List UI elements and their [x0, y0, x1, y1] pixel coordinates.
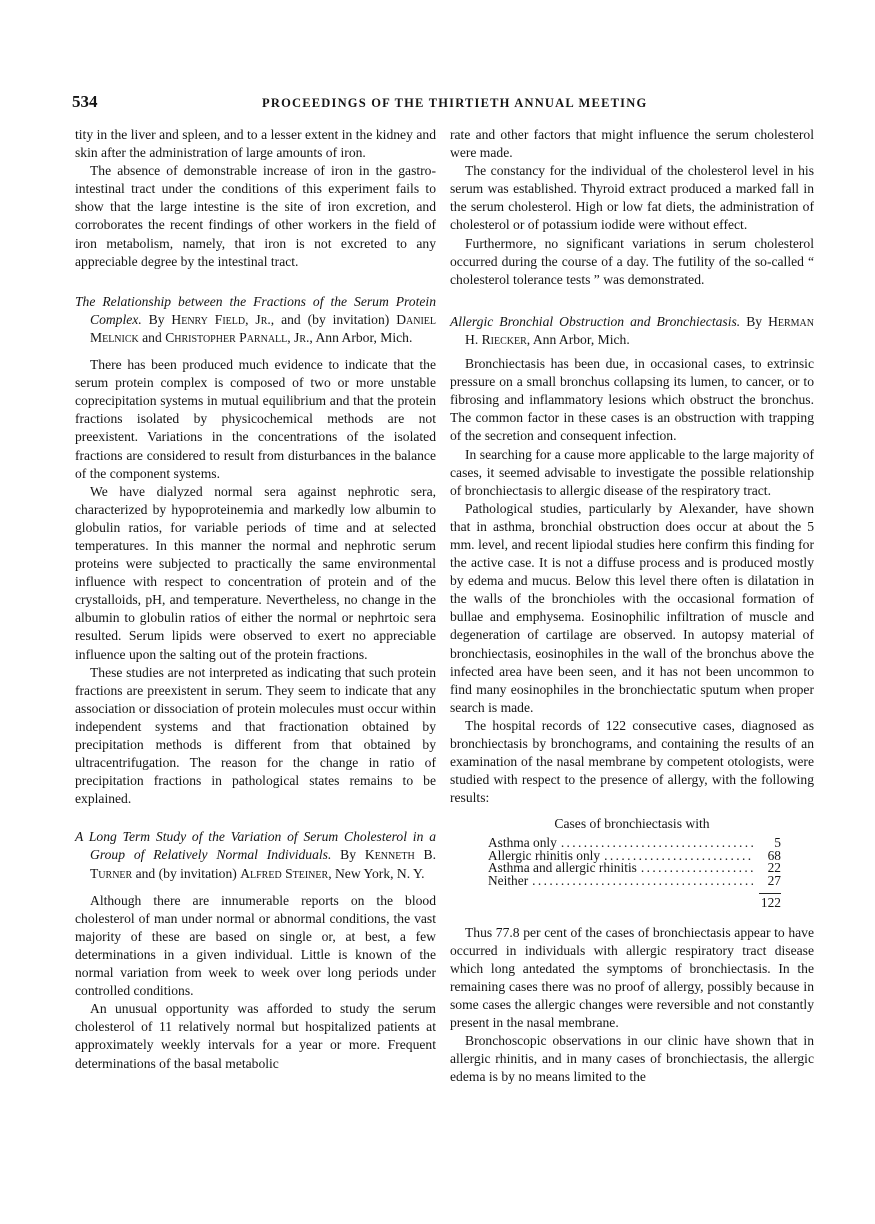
paragraph: tity in the liver and spleen, and to a lesser extent in the kidney and skin after the administration of large amounts of iron. [75, 127, 436, 161]
total-rule [759, 893, 781, 894]
right-column [450, 126, 814, 1086]
left-column [75, 126, 436, 1073]
paragraph: The absence of demonstrable increase of iron in the gastro-intestinal tract under the conditions of this experiment fails to show that the large intestine is the site of iron excretion, and corroborates the recent findings of other workers in the field of iron metabolism, namely, that iron is not excreted to any appreciable degree by the intestinal tract. [75, 163, 436, 269]
paragraph: Bronchoscopic observations in our clinic have shown that in allergic rhinitis, and in many cases of bronchiectasis, the allergic edema is by no means limited to the [450, 1033, 814, 1085]
abstract-heading: A Long Term Study of the Variation of Serum Cholesterol in a Group of Relatively Normal Individuals. By Kenneth B. Turner and (by invitation) Alfred Steiner, New York, N. Y. [75, 829, 436, 881]
author-name: Kenneth B. Turner [90, 847, 436, 881]
row-value: 22 [767, 860, 781, 876]
row-label: Asthma and allergic rhinitis [488, 860, 637, 876]
row-value: 5 [774, 835, 781, 851]
row-label: Neither [488, 872, 529, 888]
paragraph: The hospital records of 122 consecutive cases, diagnosed as bronchiectasis by bronchograms, and containing the results of an examination of the nasal membrane by competent otologists, were studied with respect to the presence of allergy, with the following results: [450, 717, 814, 806]
author-name: Henry Field, Jr. [171, 311, 271, 327]
abstract-title: The Relationship between the Fractions of the Serum Protein Complex. [75, 293, 436, 327]
table-total: 122 [760, 895, 781, 911]
author-name: Herman H. Riecker [465, 313, 814, 347]
table-row [488, 872, 781, 888]
abstract-heading: The Relationship between the Fractions of the Serum Protein Complex. By Henry Field, Jr., and (by invitation) Daniel Melnick and Christopher Parnall, Jr., Ann Arbor, Mich. [75, 293, 436, 345]
paragraph: Thus 77.8 per cent of the cases of bronchiectasis appear to have occurred in individuals with allergic respiratory tract disease which long antedated the symptoms of bronchiectasis. In the remaining cases there was no proof of allergy, possibly because in some cases the allergic changes were reversible and not constantly present in the nasal membrane. [450, 924, 814, 1030]
abstract-title: A Long Term Study of the Variation of Serum Cholesterol in a Group of Relatively Normal Individuals. [75, 829, 436, 863]
paragraph: These studies are not interpreted as indicating that such protein fractions are preexistent in serum. They seem to indicate that any association or dissociation of protein molecules must occur within independent systems and that fractionation obtained by precipitation methods is different from that obtained by ultracentrifugation. The reason for the change in ratio of precipitation fractions in pathological states remains to be explained. [75, 664, 436, 807]
paragraph: Although there are innumerable reports on the blood cholesterol of man under normal or abnormal conditions, the vast majority of these are based on single or, at best, a few determinations in a given individual. Little is known of the normal variation from week to week over long periods under controlled conditions. [75, 892, 436, 999]
abstract-heading: Allergic Bronchial Obstruction and Bronchiectasis. By Herman H. Riecker, Ann Arbor, Mich. [450, 313, 814, 347]
paragraph: There has been produced much evidence to indicate that the serum protein complex is composed of two or more unstable coprecipitation systems in mutual equilibrium and that the protein fractions isolated by physicochemical methods are not preexistent. Variations in the concentrations of the isolated fractions are considered to result from disturbances in the balance of the component systems. [75, 357, 436, 481]
page-number: 534 [72, 92, 98, 111]
author-name: Alfred Steiner [240, 865, 329, 881]
paragraph: rate and other factors that might influence the serum cholesterol were made. [450, 127, 814, 161]
paragraph: Bronchiectasis has been due, in occasional cases, to extrinsic pressure on a small bronchus collapsing its lumen, to cancer, or to fibrosing and inflammatory lesions which obstruct the bronchus. The common factor in these cases is an obstruction with trapping of the secretion and consequent infection. [450, 356, 814, 444]
abstract-title: Allergic Bronchial Obstruction and Bronchiectasis. [450, 313, 741, 329]
paragraph: In searching for a cause more applicable to the large majority of cases, it seemed advisable to investigate the possible relationship of bronchiectasis to allergic disease of the respiratory tract. [450, 446, 814, 498]
leader-dots [641, 862, 753, 874]
row-label: Asthma only [488, 835, 557, 851]
paragraph: Pathological studies, particularly by Alexander, have shown that in asthma, bronchial obstruction does occur at about the 5 mm. level, and recent lipiodal studies here confirm this finding for the active case. It is not a diffuse process and is produced mostly by edema and mucus. Below this level there often is dilatation in the walls of the bronchioles with the occasional formation of bullae and emphysema. Eosinophilic infiltration of muscle and degeneration of cartilage are observed. In autopsy material of bronchiectasis, eosinophiles in the wall of the bronchus above the infected area have been seen, and it has not been uncommon to find many eosinophiles in the bronchiectatic sputum when proper search is made. [450, 500, 814, 715]
paragraph: An unusual opportunity was afforded to study the serum cholesterol of 11 relatively normal but hospitalized patients at approximately weekly intervals for a year or more. Frequent determinations of the basal metabolic [75, 1001, 436, 1071]
leader-dots [532, 875, 753, 887]
paragraph: The constancy for the individual of the cholesterol level in his serum was established. Thyroid extract produced a marked fall in the serum cholesterol. High or low fat diets, the administration of cholesterol or of potassium iodide were without effect. [450, 163, 814, 233]
author-name: Christopher Parnall, Jr. [165, 329, 310, 345]
results-table [488, 837, 781, 909]
row-value: 68 [767, 847, 781, 863]
table-row [488, 862, 781, 874]
row-label: Allergic rhinitis only [488, 847, 601, 863]
row-value: 27 [767, 872, 781, 888]
running-head: PROCEEDINGS OF THE THIRTIETH ANNUAL MEETING [262, 96, 648, 110]
table-caption: Cases of bronchiectasis with [554, 816, 710, 832]
paragraph: We have dialyzed normal sera against nephrotic sera, characterized by hypoproteinemia and markedly low albumin to globulin ratios, for variable periods of time and at selected temperatures. In this manner the normal and nephrotic serum proteins were subjected to practically the same environmental influence with respect to concentration of protein and of the crystalloids, pH, and temperature. Nevertheless, no change in the albumin to globulin ratios of either the normal or nephrtoic sera resulted. Serum lipids were observed to exert no appreciable influence upon the salting out of the protein fractions. [75, 483, 436, 662]
author-name: Daniel Melnick [90, 311, 436, 345]
paragraph: Furthermore, no significant variations in serum cholesterol occurred during the course of a day. The futility of the so-called “ cholesterol tolerance tests ” was demonstrated. [450, 235, 814, 287]
